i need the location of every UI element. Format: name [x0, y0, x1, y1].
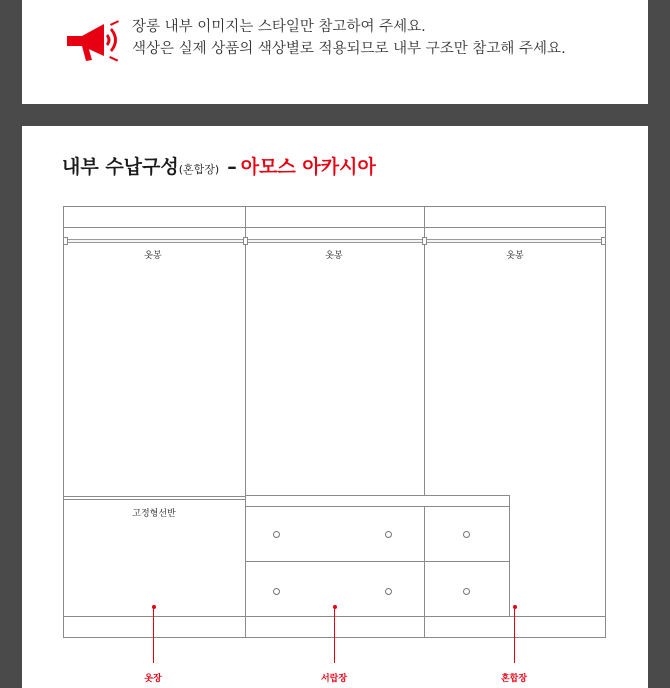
product-name: 아모스 아카시아 — [240, 156, 376, 178]
rod-bracket — [63, 237, 68, 245]
cabinet-label-3: 혼합장 — [500, 674, 528, 684]
rod-bracket — [601, 237, 606, 245]
page-title — [62, 152, 376, 179]
cabinet-label-2: 서랍장 — [320, 674, 348, 684]
rod-bracket — [243, 237, 248, 245]
rod-bracket — [422, 237, 427, 245]
drawer-knob — [273, 588, 280, 595]
storage-panel — [22, 126, 648, 688]
drawer-knob — [385, 588, 392, 595]
fixed-shelf-label: 고정형선반 — [132, 509, 176, 519]
notice-line-1: 장롱 내부 이미지는 스타일만 참고하여 주세요. — [132, 19, 426, 35]
notice-panel — [22, 0, 648, 104]
megaphone-icon — [66, 18, 124, 64]
hanging-rod-3 — [426, 239, 603, 243]
wardrobe-diagram — [63, 206, 606, 686]
cabinet-leader — [334, 609, 335, 663]
drawer-knob — [463, 531, 470, 538]
fixed-shelf-line — [63, 496, 245, 497]
title-main: 내부 수납구성 — [62, 156, 179, 178]
rod-label-2: 옷봉 — [325, 251, 343, 261]
hanging-rod-1 — [66, 239, 244, 243]
notice-text — [132, 16, 566, 60]
title-dash: – — [227, 156, 237, 178]
drawer-knob — [273, 531, 280, 538]
rod-label-1: 옷봉 — [144, 251, 162, 261]
drawer-knob — [463, 588, 470, 595]
hanging-rod-2 — [247, 239, 423, 243]
cabinet-leader — [514, 609, 515, 663]
cabinet-leader — [153, 609, 154, 663]
rod-label-3: 옷봉 — [506, 251, 524, 261]
fixed-shelf-line — [63, 499, 245, 500]
title-sub: (혼합장) — [178, 163, 220, 176]
cabinet-label-1: 옷장 — [144, 674, 162, 684]
top-cornice — [63, 206, 606, 228]
drawer-knob — [385, 531, 392, 538]
drawer[interactable] — [245, 506, 425, 562]
notice-line-2: 색상은 실제 상품의 색상별로 적용되므로 내부 구조만 참고해 주세요. — [132, 41, 566, 57]
